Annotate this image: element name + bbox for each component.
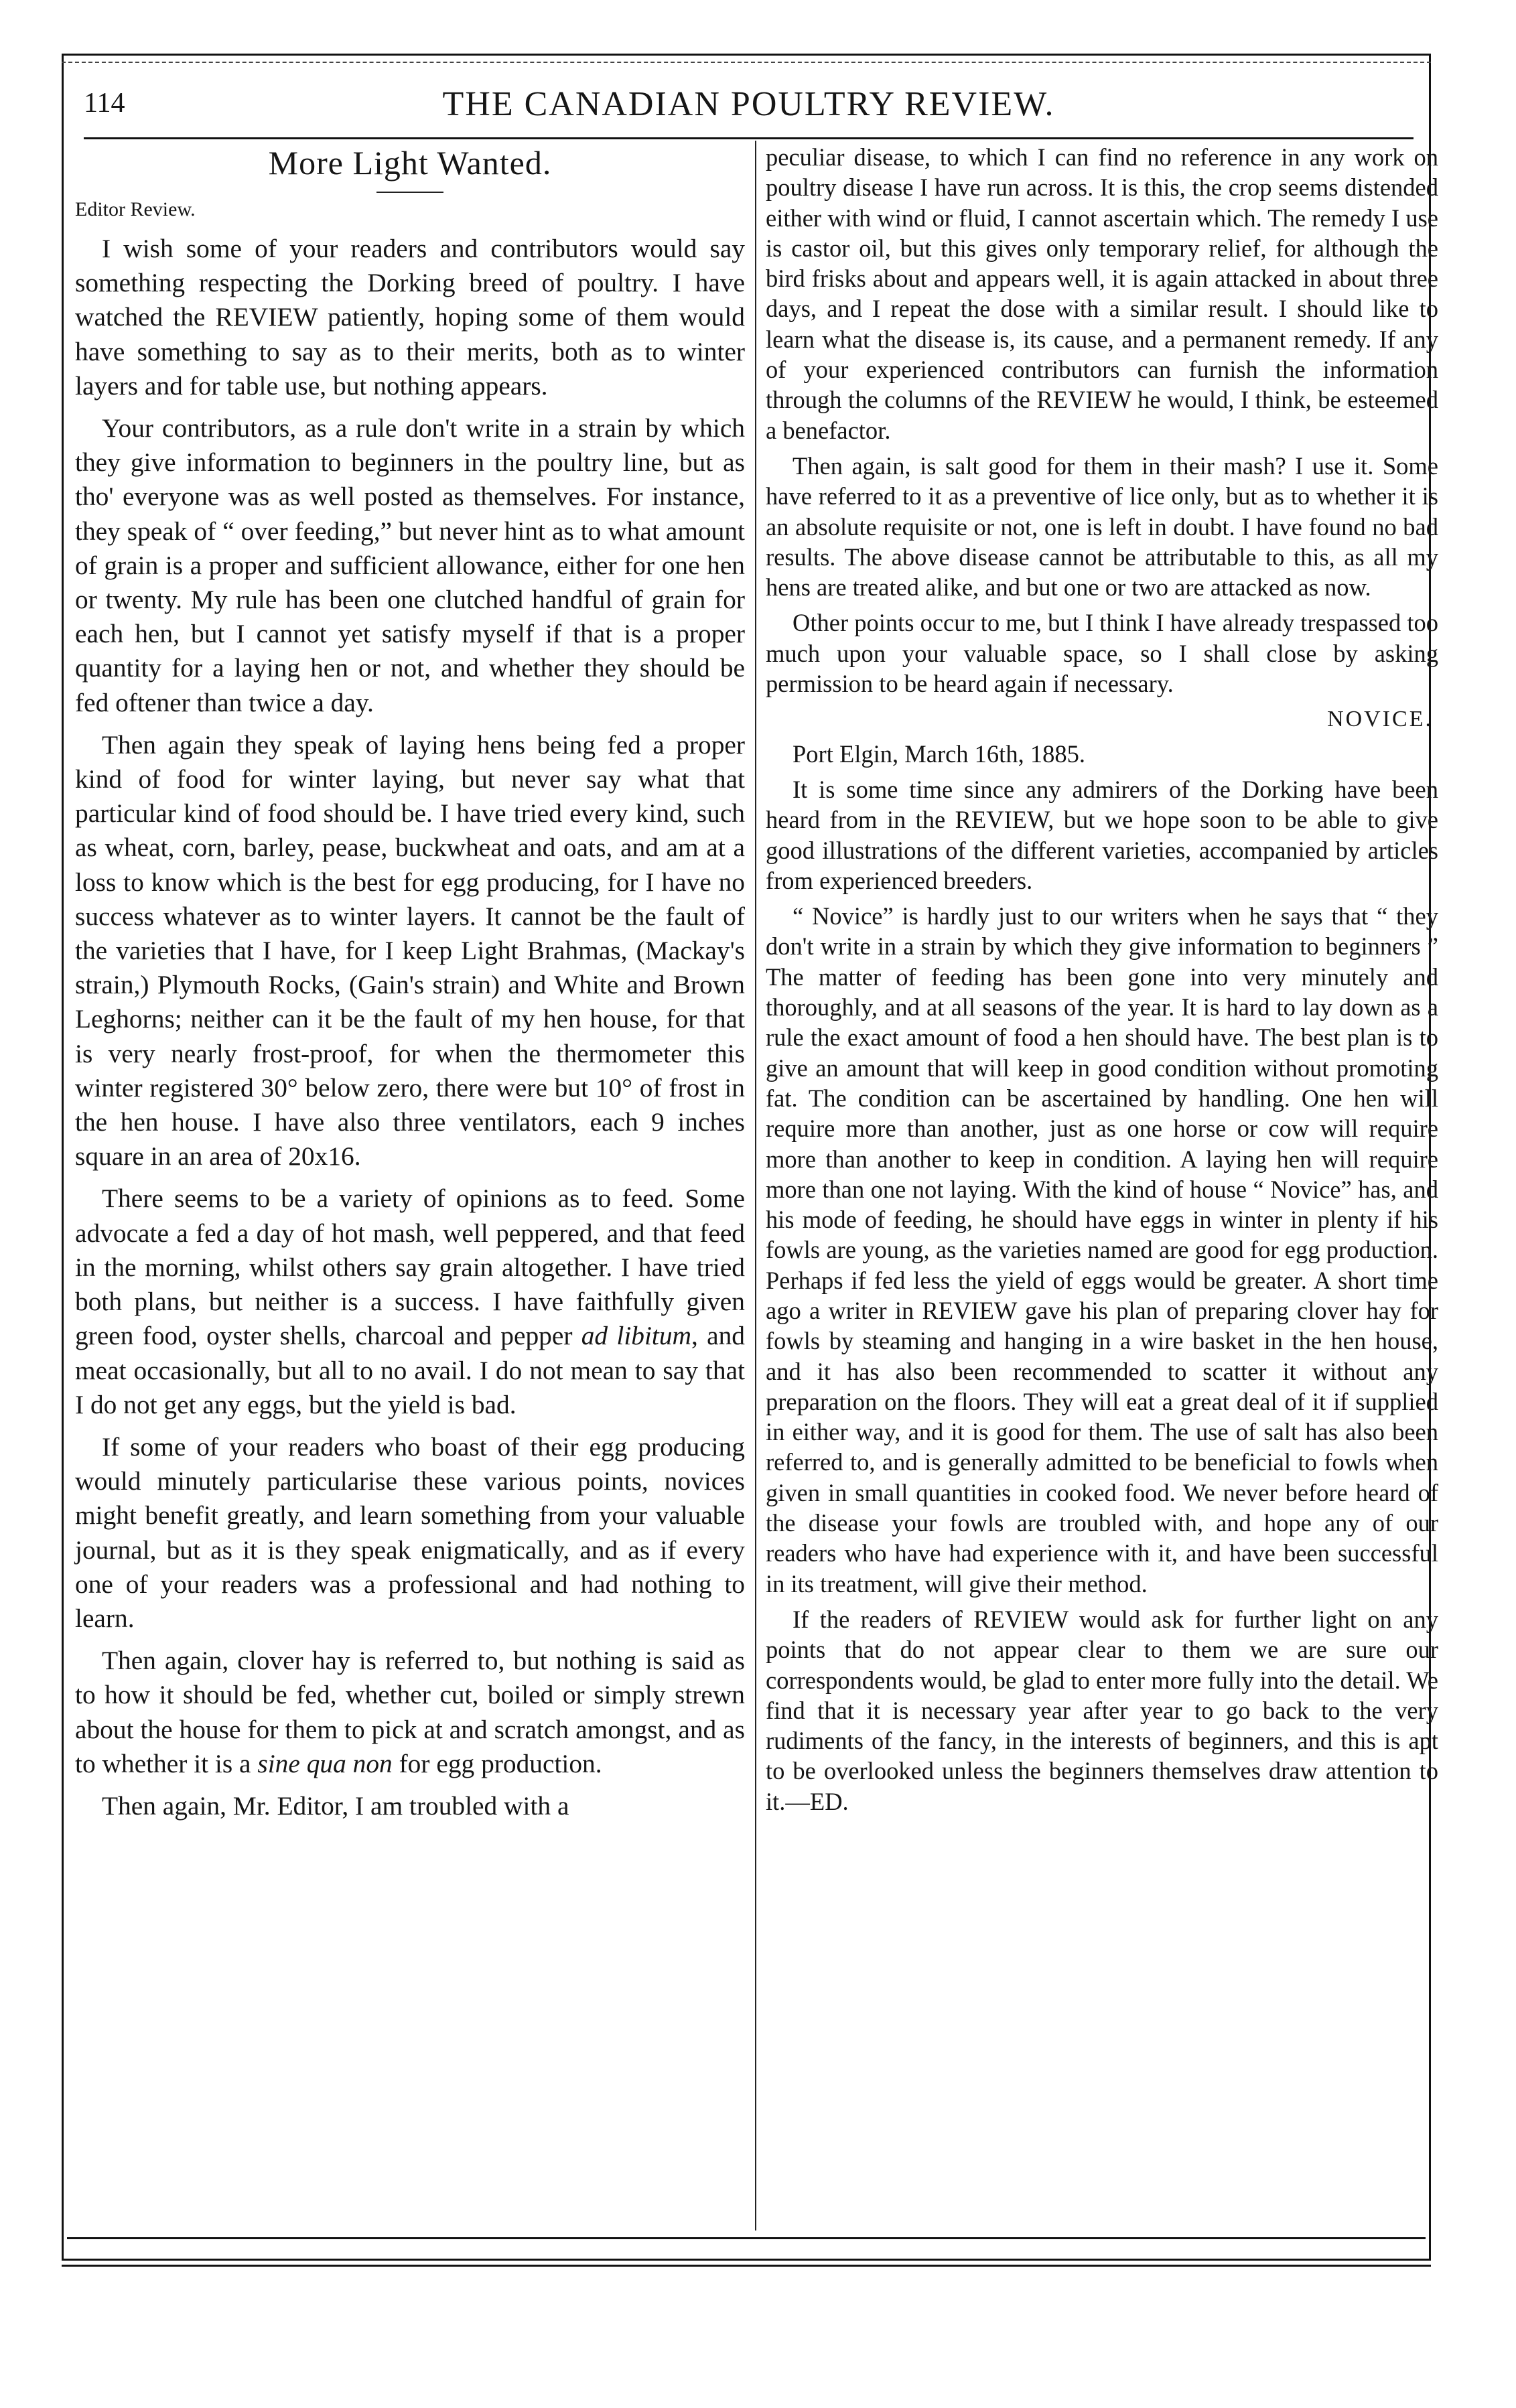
editor-paragraph: It is some time since any admirers of the Dorking have been heard from in the REVIEW, but we hope soon to be able to give good illustrations of the different varieties, accompanied by articles from experienced breeders. — [766, 775, 1438, 894]
article-paragraph: Then again, clover hay is referred to, but nothing is said as to how it should be fed, whether cut, boiled or simply strewn about the house for them to pick at and scratch amongst, and as to whether it is a sine qua non for egg production. — [75, 1646, 745, 1778]
author-signature: NOVICE. — [1327, 707, 1433, 732]
column-divider — [755, 141, 756, 2230]
page-number: 114 — [84, 88, 125, 119]
editor-paragraph: If the readers of REVIEW would ask for further light on any points that do not appear clear to them we are sure our correspondents would, be glad to enter more fully into the detail. We find that it is necessary year after year to go back to the very rudiments of the fancy, in the interests of beginners, and this is apt to be overlooked unless the beginners themselves draw attention to it.—ED. — [766, 1605, 1438, 1815]
journal-title: THE CANADIAN POULTRY REVIEW. — [442, 85, 1055, 123]
article-paragraph: Other points occur to me, but I think I have already trespassed too much upon your valuable space, so I shall close by asking permission to be heard again if necessary. — [766, 609, 1438, 698]
article-paragraph: Then again, Mr. Editor, I am troubled with a — [102, 1790, 569, 1821]
article-paragraph: Then again, is salt good for them in their mash? I use it. Some have referred to it as a preventive of lice only, but as to whether it is an absolute requisite or not, one is left in doubt. I have found no bad results. The above disease cannot be attributable to this, as all my hens are treated alike, and but one or two are attacked as now. — [766, 451, 1438, 601]
right-column — [766, 142, 1438, 1817]
salutation: Editor Review. — [75, 198, 196, 220]
article-paragraph: There seems to be a variety of opinions as to feed. Some advocate a fed a day of hot mash, well peppered, and that feed in the morning, whilst others say grain altogether. I have tried both plans, but neither is a success. I have faithfully given green food, oyster shells, charcoal and pepper ad libitum, and meat occasionally, but all to no avail. I do not mean to say that I do not get any eggs, but the yield is bad. — [75, 1184, 745, 1419]
bottom-rule — [67, 2237, 1426, 2239]
dateline: Port Elgin, March 16th, 1885. — [793, 739, 1085, 768]
article-paragraph: If some of your readers who boast of their egg producing would minutely particularise these various points, novices might benefit greatly, and learn something from your valuable journal, but as it is they speak enigmatically, and as if every one of your readers was a professional and had nothing to learn. — [75, 1431, 745, 1633]
editor-paragraph: “ Novice” is hardly just to our writers when he says that “ they don't write in a strain by which they give information to beginners ” The matter of feeding has been gone into very minutely and thoroughly, and at all seasons of the year. It is hard to lay down as a rule the exact amount of food a hen should have. The best plan is to give an amount that will keep in good condition without promoting fat. The condition can be ascertained by handling. One hen will require more than another, just as one horse or cow will require more than another to keep in condition. A laying hen will require more than one not laying. With the kind of house “ Novice” has, and his mode of feeding, he should have eggs in winter in plenty if his fowls are young, as the varieties named are good for egg production. Perhaps if fed less the yield of eggs would be greater. A short time ago a writer in REVIEW gave his plan of preparing clover hay for fowls by steaming and hanging in a wire basket in the hen house, and it has also been recommended to scatter it without any preparation on the floors. They will eat a great deal of it if supplied in either way, and it is good for them. The use of salt has also been referred to, and is generally admitted to be beneficial to fowls when given in small quantities in cooked food. We never before heard of the disease your fowls are troubled with, and hope any of our readers who have had experience with it, and have been successful in its treatment, will give their method. — [766, 902, 1438, 1598]
page-header — [84, 79, 1414, 133]
article-paragraph: I wish some of your readers and contributors would say something respecting the Dorking breed of poultry. I have watched the REVIEW patiently, hoping some of them would have something to say as to their merits, both as to winter layers and for table use, but nothing appears. — [75, 234, 745, 401]
article-title: More Light Wanted. — [268, 144, 552, 182]
article-paragraph: Your contributors, as a rule don't write in a strain by which they give information to beginners in the poultry line, but as tho' everyone was as well posted as themselves. For instance, they speak of “ over feeding,” but never hint as to what amount of grain is a proper and sufficient allowance, either for one hen or twenty. My rule has been one clutched handful of grain for each hen, but I cannot yet satisfy myself if that is a proper quantity for a laying hen or not, and whether they should be fed oftener than twice a day. — [75, 413, 745, 717]
outer-bottom-rule — [62, 2265, 1431, 2267]
title-rule — [376, 192, 443, 193]
header-rule — [84, 137, 1414, 139]
article-paragraph: Then again they speak of laying hens being fed a proper kind of food for winter laying, but never say what that particular kind of food should be. I have tried every kind, such as wheat, corn, barley, pease, buckwheat and oats, and am at a loss to know which is the best for egg producing, for I have no success whatever as to winter layers. It cannot be the fault of the varieties that I have, for I keep Light Brahmas, (Mackay's strain,) Plymouth Rocks, (Gain's strain) and White and Brown Leghorns; neither can it be the fault of my hen house, for that is very nearly frost-proof, for when the thermometer this winter registered 30° below zero, there were but 10° of frost in the hen house. I have also three ventilators, each 9 inches square in an area of 20x16. — [75, 729, 745, 1172]
article-paragraph-continued: peculiar disease, to which I can find no reference in any work on poultry disease I have run across. It is this, the crop seems distended either with wind or fluid, I cannot ascertain which. The remedy I use is castor oil, but this gives only temporary relief, for although the bird frisks about and appears well, it is again attacked in about three days, and I repeat the dose with a similar result. I should like to learn what the disease is, its cause, and a permanent remedy. If any of your experienced contributors can furnish the information through the columns of the REVIEW he would, I think, be esteemed a benefactor. — [766, 143, 1438, 444]
left-column — [75, 142, 745, 1823]
top-dashed-rule — [62, 62, 1431, 63]
